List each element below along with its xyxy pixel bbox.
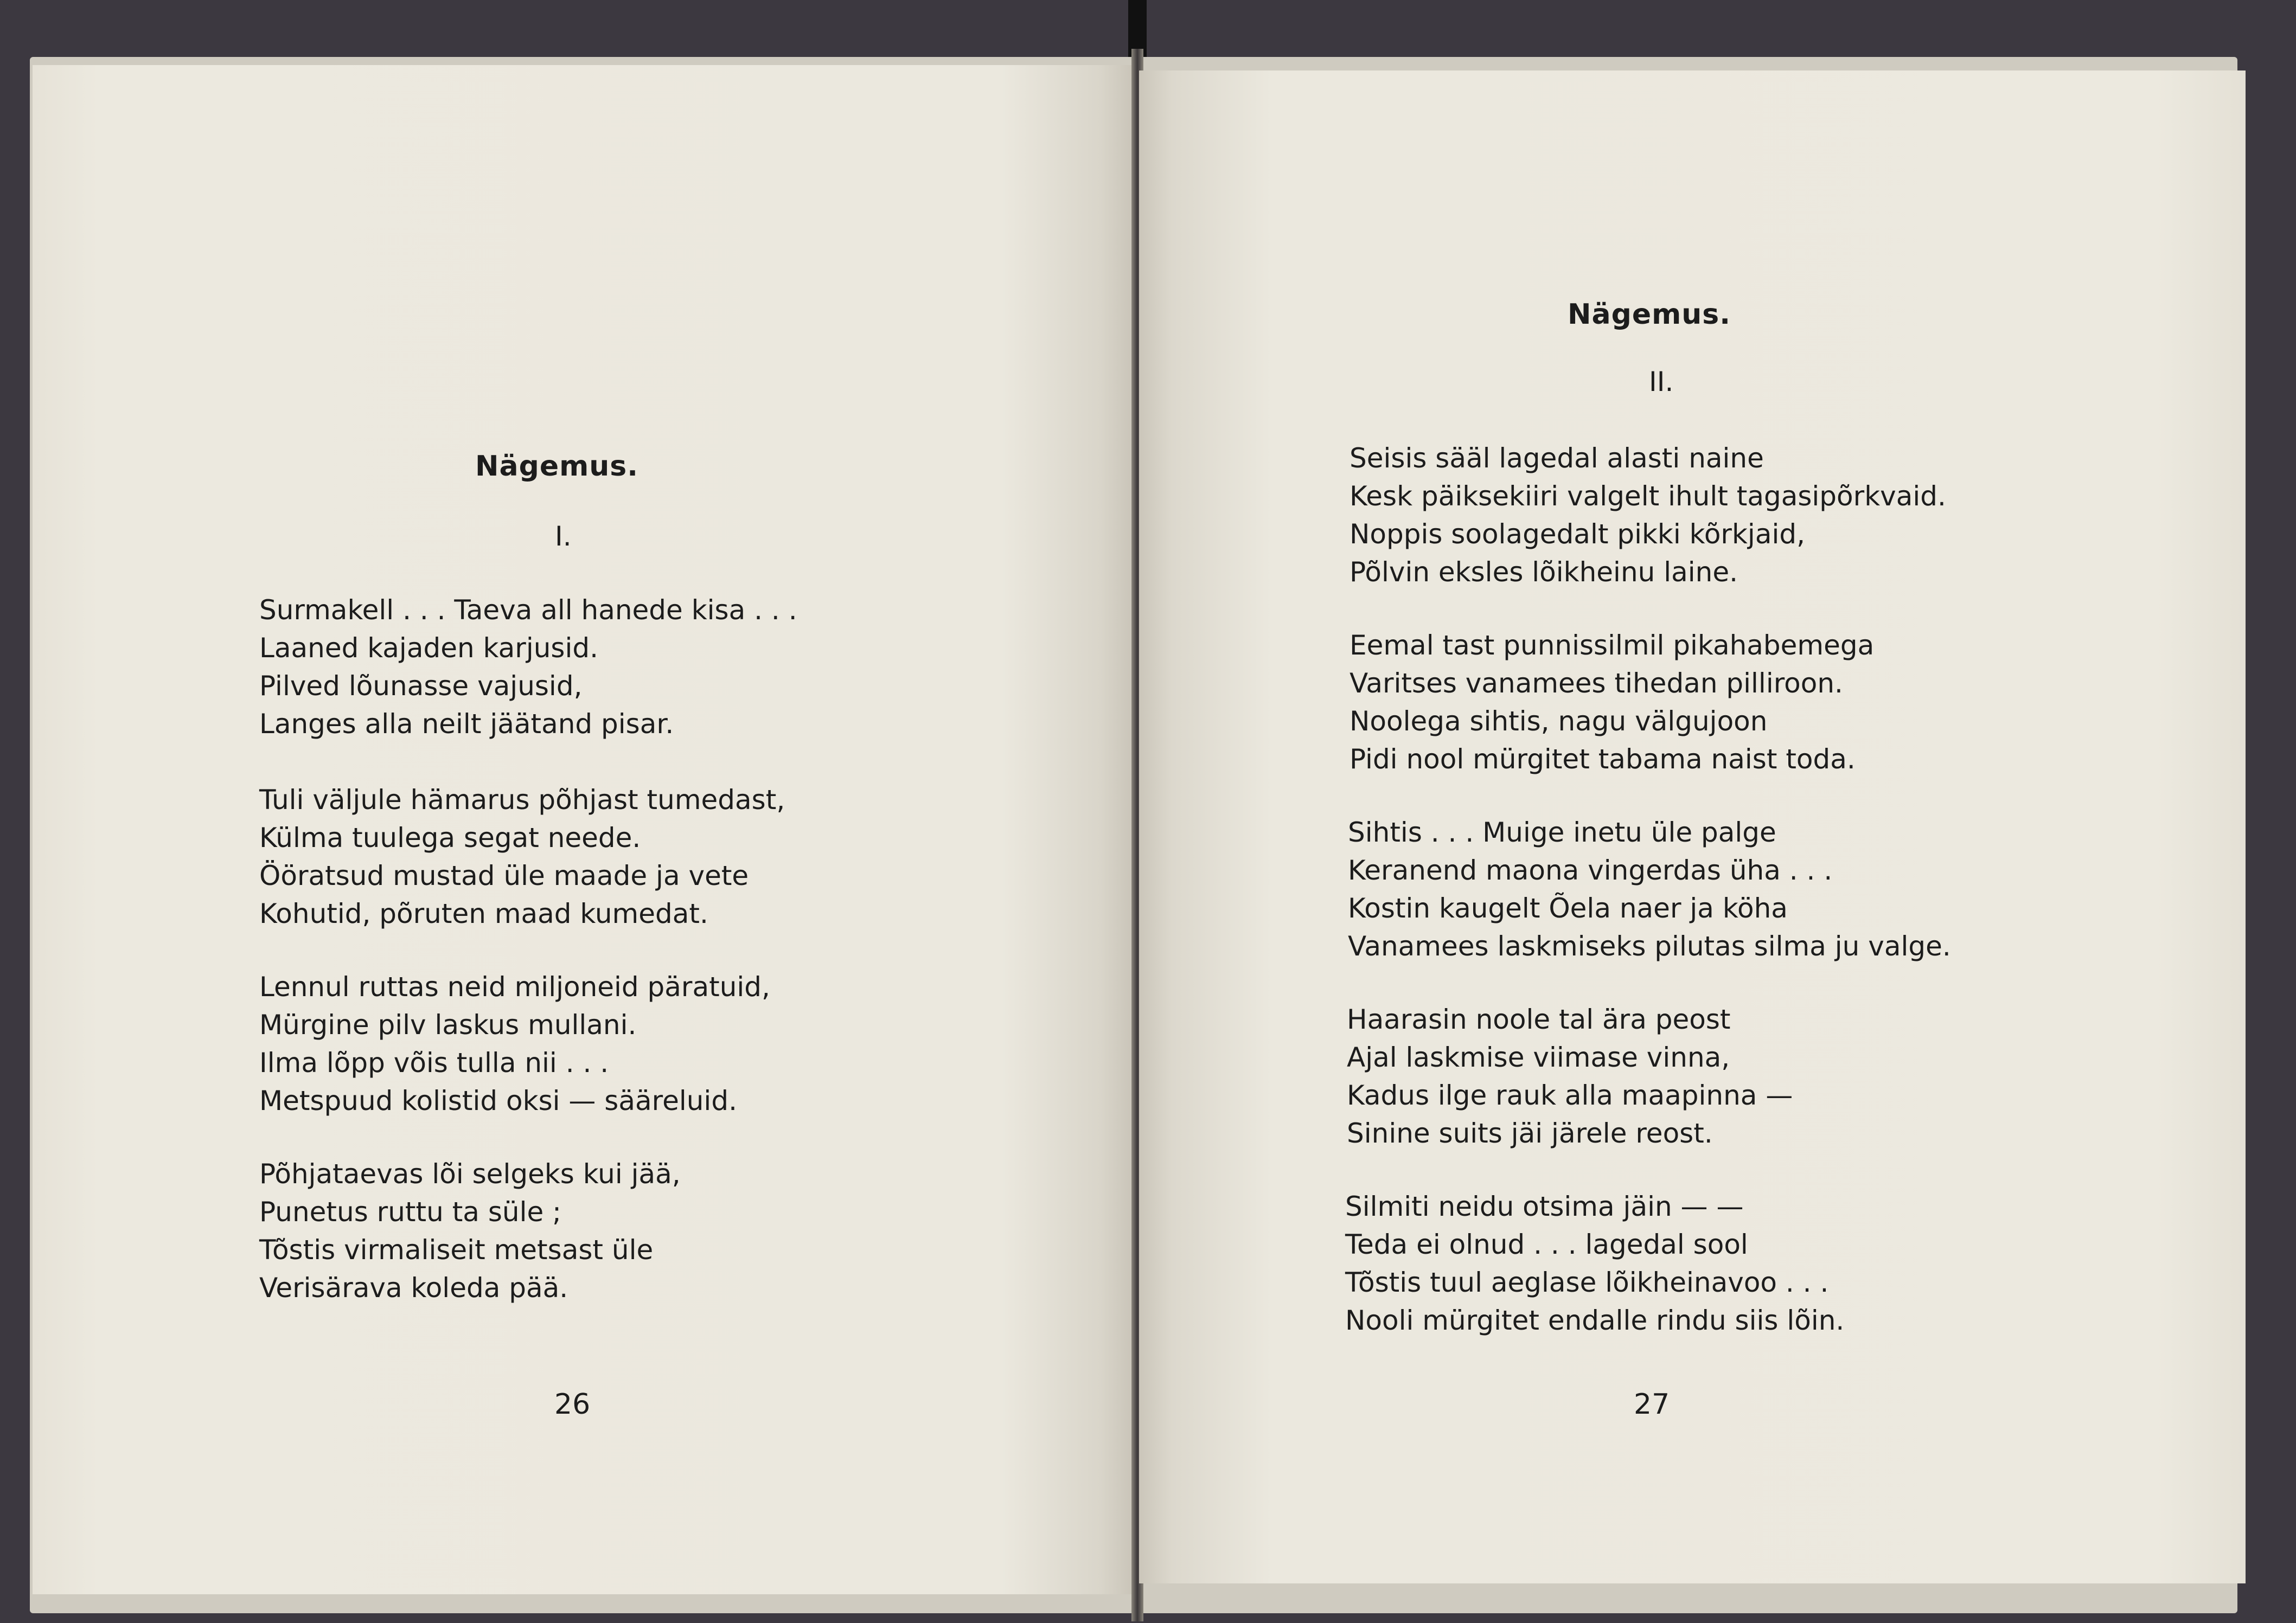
right-stanza (1347, 1000, 1793, 1152)
verse-line: Seisis sääl lagedal alasti naine (1350, 442, 1764, 474)
verse-line: Noppis soolagedalt pikki kõrkjaid, (1350, 518, 1805, 550)
left-page-number: 26 (554, 1388, 591, 1421)
right-stanza (1348, 813, 1951, 965)
verse-line: Põlvin eksles lõikheinu laine. (1350, 556, 1738, 588)
left-stanza (259, 781, 785, 933)
verse-line: Kohutid, põruten maad kumedat. (259, 898, 708, 929)
left-stanza (259, 591, 797, 743)
verse-line: Noolega sihtis, nagu välgujoon (1350, 705, 1768, 737)
verse-line: Külma tuulega segat neede. (259, 822, 641, 854)
verse-line: Kadus ilge rauk alla maapinna — (1347, 1080, 1793, 1111)
verse-line: Sihtis . . . Muige inetu üle palge (1348, 817, 1776, 848)
right-page-title: Nägemus. (1568, 298, 1731, 331)
verse-line: Mürgine pilv laskus mullani. (259, 1009, 637, 1041)
verse-line: Tõstis virmaliseit metsast üle (259, 1234, 654, 1266)
right-stanza (1350, 439, 1946, 591)
verse-line: Keranend maona vingerdas üha . . . (1348, 855, 1833, 886)
verse-line: Verisärava koleda pää. (259, 1272, 568, 1304)
right-stanza (1350, 626, 1874, 778)
verse-line: Varitses vanamees tihedan pilliroon. (1350, 668, 1843, 699)
left-stanza (259, 1155, 681, 1307)
verse-line: Nooli mürgitet endalle rindu siis lõin. (1345, 1305, 1845, 1336)
verse-line: Tuli väljule hämarus põhjast tumedast, (259, 784, 785, 816)
verse-line: Haarasin noole tal ära peost (1347, 1004, 1731, 1035)
verse-line: Põhjataevas lõi selgeks kui jää, (259, 1158, 681, 1190)
verse-line: Langes alla neilt jäätand pisar. (259, 708, 674, 740)
verse-line: Punetus ruttu ta süle ; (259, 1196, 561, 1228)
left-page-title: Nägemus. (475, 450, 639, 483)
right-page-number: 27 (1634, 1388, 1670, 1421)
right-stanza (1345, 1188, 1844, 1339)
left-stanza (259, 968, 770, 1120)
verse-line: Teda ei olnud . . . lagedal sool (1345, 1229, 1748, 1260)
verse-line: Sinine suits jäi järele reost. (1347, 1118, 1713, 1149)
verse-line: Eemal tast punnissilmil pikahabemega (1350, 630, 1875, 661)
verse-line: Metspuud kolistid oksi — sääreluid. (259, 1085, 737, 1117)
verse-line: Pilved lõunasse vajusid, (259, 670, 583, 702)
verse-line: Silmiti neidu otsima jäin — — (1345, 1191, 1744, 1222)
right-page (1139, 70, 2246, 1583)
verse-line: Ajal laskmise viimase vinna, (1347, 1042, 1730, 1073)
verse-line: Vanamees laskmiseks pilutas silma ju valge. (1348, 931, 1951, 962)
verse-line: Kostin kaugelt Õela naer ja köha (1348, 893, 1788, 924)
verse-line: Lennul ruttas neid miljoneid päratuid, (259, 971, 770, 1003)
verse-line: Ilma lõpp võis tulla nii . . . (259, 1047, 609, 1079)
verse-line: Laaned kajaden karjusid. (259, 632, 598, 664)
right-page-part-number: II. (1649, 366, 1674, 397)
verse-line: Ööratsud mustad üle maade ja vete (259, 860, 749, 891)
verse-line: Surmakell . . . Taeva all hanede kisa . . . (259, 594, 797, 626)
left-page (33, 65, 1134, 1594)
left-page-part-number: I. (555, 521, 572, 552)
verse-line: Kesk päiksekiiri valgelt ihult tagasipõrkvaid. (1350, 480, 1946, 512)
verse-line: Pidi nool mürgitet tabama naist toda. (1350, 743, 1856, 775)
verse-line: Tõstis tuul aeglase lõikheinavoo . . . (1345, 1267, 1829, 1298)
